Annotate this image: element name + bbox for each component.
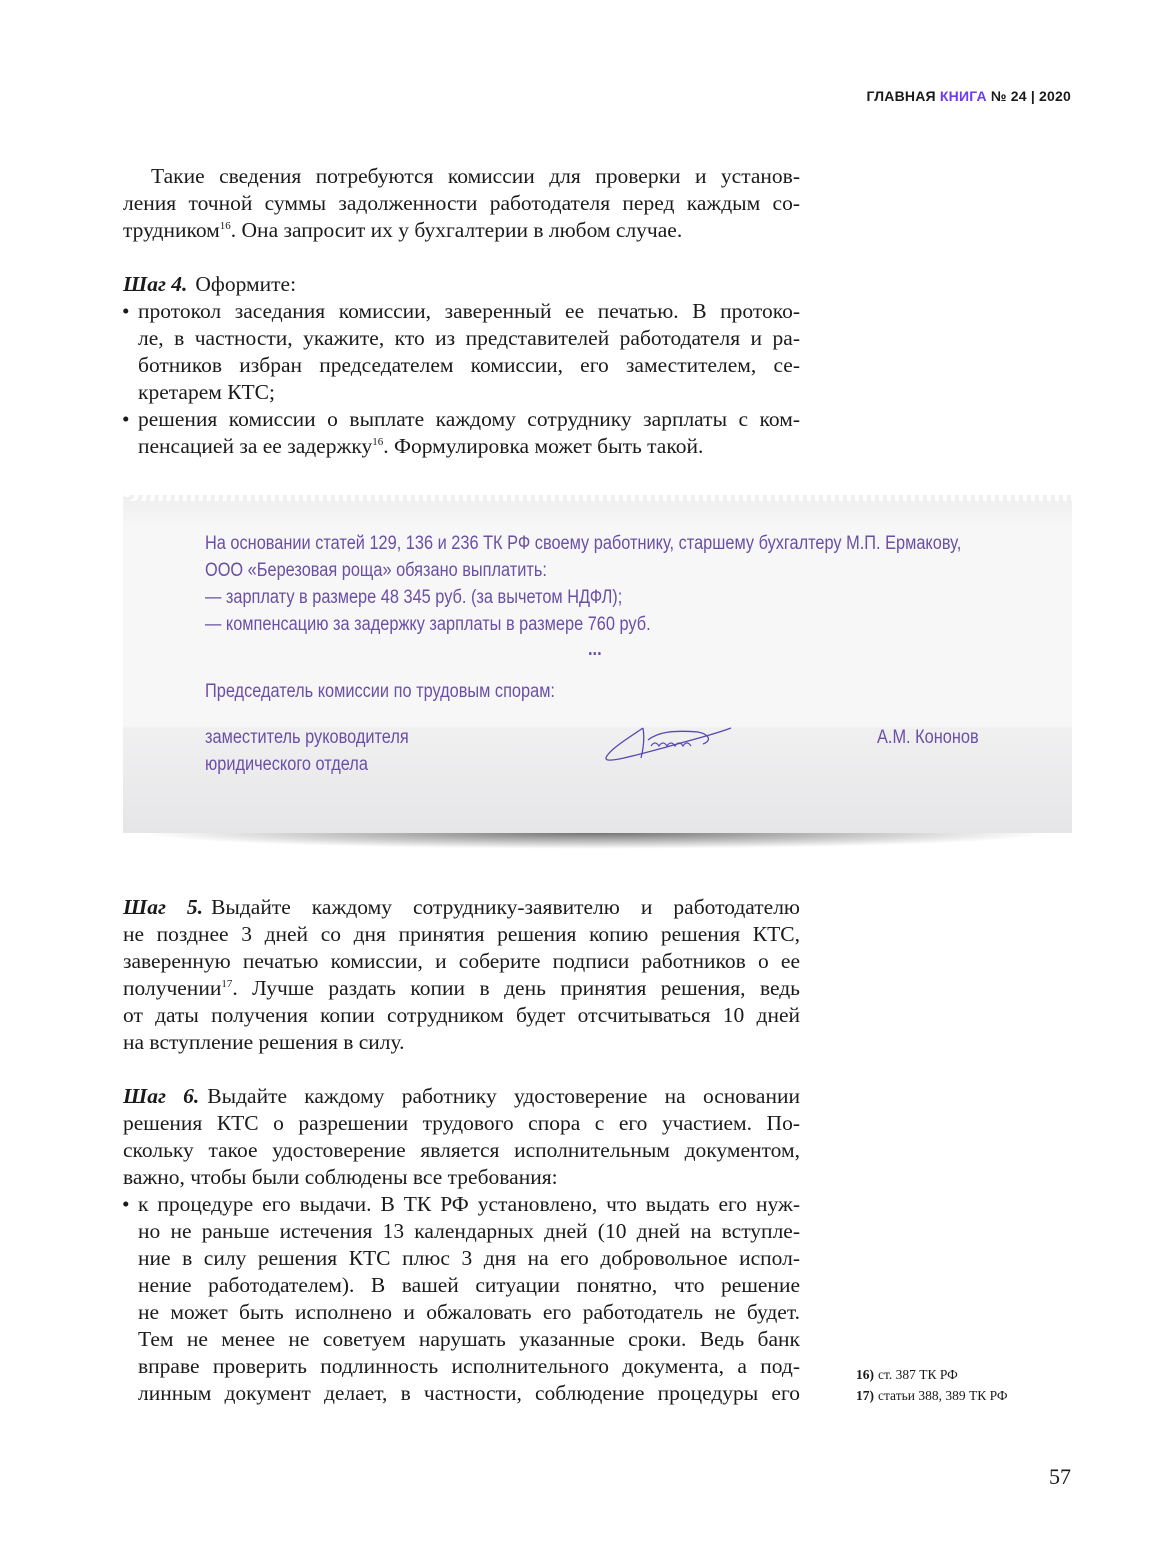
bullet-icon: • (122, 1192, 130, 1216)
text-line: но не раньше истечения 13 календарных дней (10 дней на вступле- (138, 1219, 800, 1243)
brand-main: ГЛАВНАЯ (866, 88, 936, 104)
text-segment: . Лучше раздать копии в день принятия решения, ведь (232, 976, 800, 1000)
step-label: Шаг 6. (123, 1084, 200, 1108)
text-line: Тем не менее не советуем нарушать указанные сроки. Ведь банк (138, 1327, 800, 1351)
text-segment: трудником (123, 218, 220, 242)
intro-paragraph (123, 163, 800, 244)
chair-label: Председатель комиссии по трудовым спорам: (205, 681, 555, 702)
step-label: Шаг 4. (123, 272, 188, 296)
signer-name: А.М. Кононов (877, 727, 979, 748)
text-line: нение работодателем). В вашей ситуации понятно, что решение (138, 1273, 800, 1297)
text-segment: Выдайте каждому сотруднику-заявителю и работодателю (211, 895, 800, 919)
text-line: скольку такое удостоверение является исполнительным документом, (123, 1138, 800, 1162)
position-line: юридического отдела (205, 754, 368, 775)
text-line: решения комиссии о выплате каждому сотруднику зарплаты с ком- (138, 407, 800, 431)
text-line: от даты получения копии сотрудником будет отсчитываться 10 дней (123, 1003, 800, 1027)
text-line: ние в силу решения КТС плюс 3 дня на его добровольное испол- (138, 1246, 800, 1270)
sample-line: На основании статей 129, 136 и 236 ТК РФ своему работнику, старшему бухгалтеру М.П. Ермакову, (205, 533, 962, 554)
text-line (123, 975, 800, 1002)
sample-line: — компенсацию за задержку зарплаты в размере 760 руб. (205, 614, 651, 635)
text-segment: Оформите: (195, 272, 297, 296)
text-line: ботников избран председателем комиссии, его заместителем, се- (138, 353, 800, 377)
footnote-number: 16) (856, 1367, 874, 1382)
running-header (866, 88, 1071, 104)
text-line: решения КТС о разрешении трудового спора с его участием. По- (123, 1111, 800, 1135)
text-line: к процедуре его выдачи. В ТК РФ установлено, что выдать его нуж- (138, 1192, 800, 1216)
text-line: важно, чтобы были соблюдены все требования: (123, 1165, 558, 1189)
step-5 (123, 894, 800, 1056)
text-line (123, 217, 800, 244)
bullet-icon: • (122, 299, 130, 323)
text-line: не позднее 3 дней со дня принятия решения копию решения КТС, (123, 922, 800, 946)
text-line: вправе проверить подлинность исполнительного документа, а под- (138, 1354, 800, 1378)
box-shadow (140, 833, 1050, 849)
sample-decision-box (123, 495, 1072, 833)
sample-line: ООО «Березовая роща» обязано выплатить: (205, 560, 547, 581)
text-segment: Выдайте каждому работнику удостоверение на основании (207, 1084, 800, 1108)
bullet-icon: • (122, 407, 130, 431)
text-segment: пенсацией за ее задержку (138, 434, 373, 458)
text-line: заверенную печатью комиссии, и соберите подписи работников о ее (123, 949, 800, 973)
text-line (123, 894, 800, 921)
text-line: протокол заседания комиссии, заверенный ее печатью. В протоко- (138, 299, 800, 323)
ellipsis: ... (588, 639, 602, 660)
text-line: кретарем КТС; (138, 380, 275, 404)
position-line: заместитель руководителя (205, 727, 409, 748)
footnote-text: статьи 388, 389 ТК РФ (878, 1388, 1008, 1403)
sample-line: — зарплату в размере 48 345 руб. (за вычетом НДФЛ); (205, 587, 623, 608)
text-segment: . Она запросит их у бухгалтерии в любом случае. (230, 218, 683, 242)
brand-accent: КНИГА (939, 88, 987, 104)
footnote-ref: 17 (221, 978, 233, 990)
issue-number: № 24 | 2020 (990, 88, 1071, 104)
footnote-ref: 16 (219, 220, 231, 232)
text-line: не может быть исполнено и обжаловать его работодатель не будет. (138, 1300, 800, 1324)
text-line (123, 1083, 800, 1110)
text-line: линным документ делает, в частности, соблюдение процедуры его (138, 1381, 800, 1405)
footnote-number: 17) (856, 1388, 874, 1403)
text-line: Такие сведения потребуются комиссии для проверки и установ- (151, 164, 800, 188)
step-4 (123, 271, 800, 460)
step-label: Шаг 5. (123, 895, 204, 919)
text-line: ле, в частности, укажите, кто из представителей работодателя и ра- (138, 326, 800, 350)
text-line (123, 271, 800, 298)
footnote-text: ст. 387 ТК РФ (878, 1367, 958, 1382)
text-line: на вступление решения в силу. (123, 1030, 405, 1054)
footnote-ref: 16 (372, 436, 384, 448)
text-line: ления точной суммы задолженности работодателя перед каждым со- (123, 191, 800, 215)
signature-icon (603, 720, 733, 765)
footnote (856, 1367, 958, 1383)
footnote (856, 1388, 1008, 1404)
step-6 (123, 1083, 800, 1407)
page-number: 57 (1049, 1464, 1071, 1489)
text-line (123, 433, 800, 460)
text-segment: . Формулировка может быть такой. (383, 434, 704, 458)
text-segment: получении (123, 976, 222, 1000)
